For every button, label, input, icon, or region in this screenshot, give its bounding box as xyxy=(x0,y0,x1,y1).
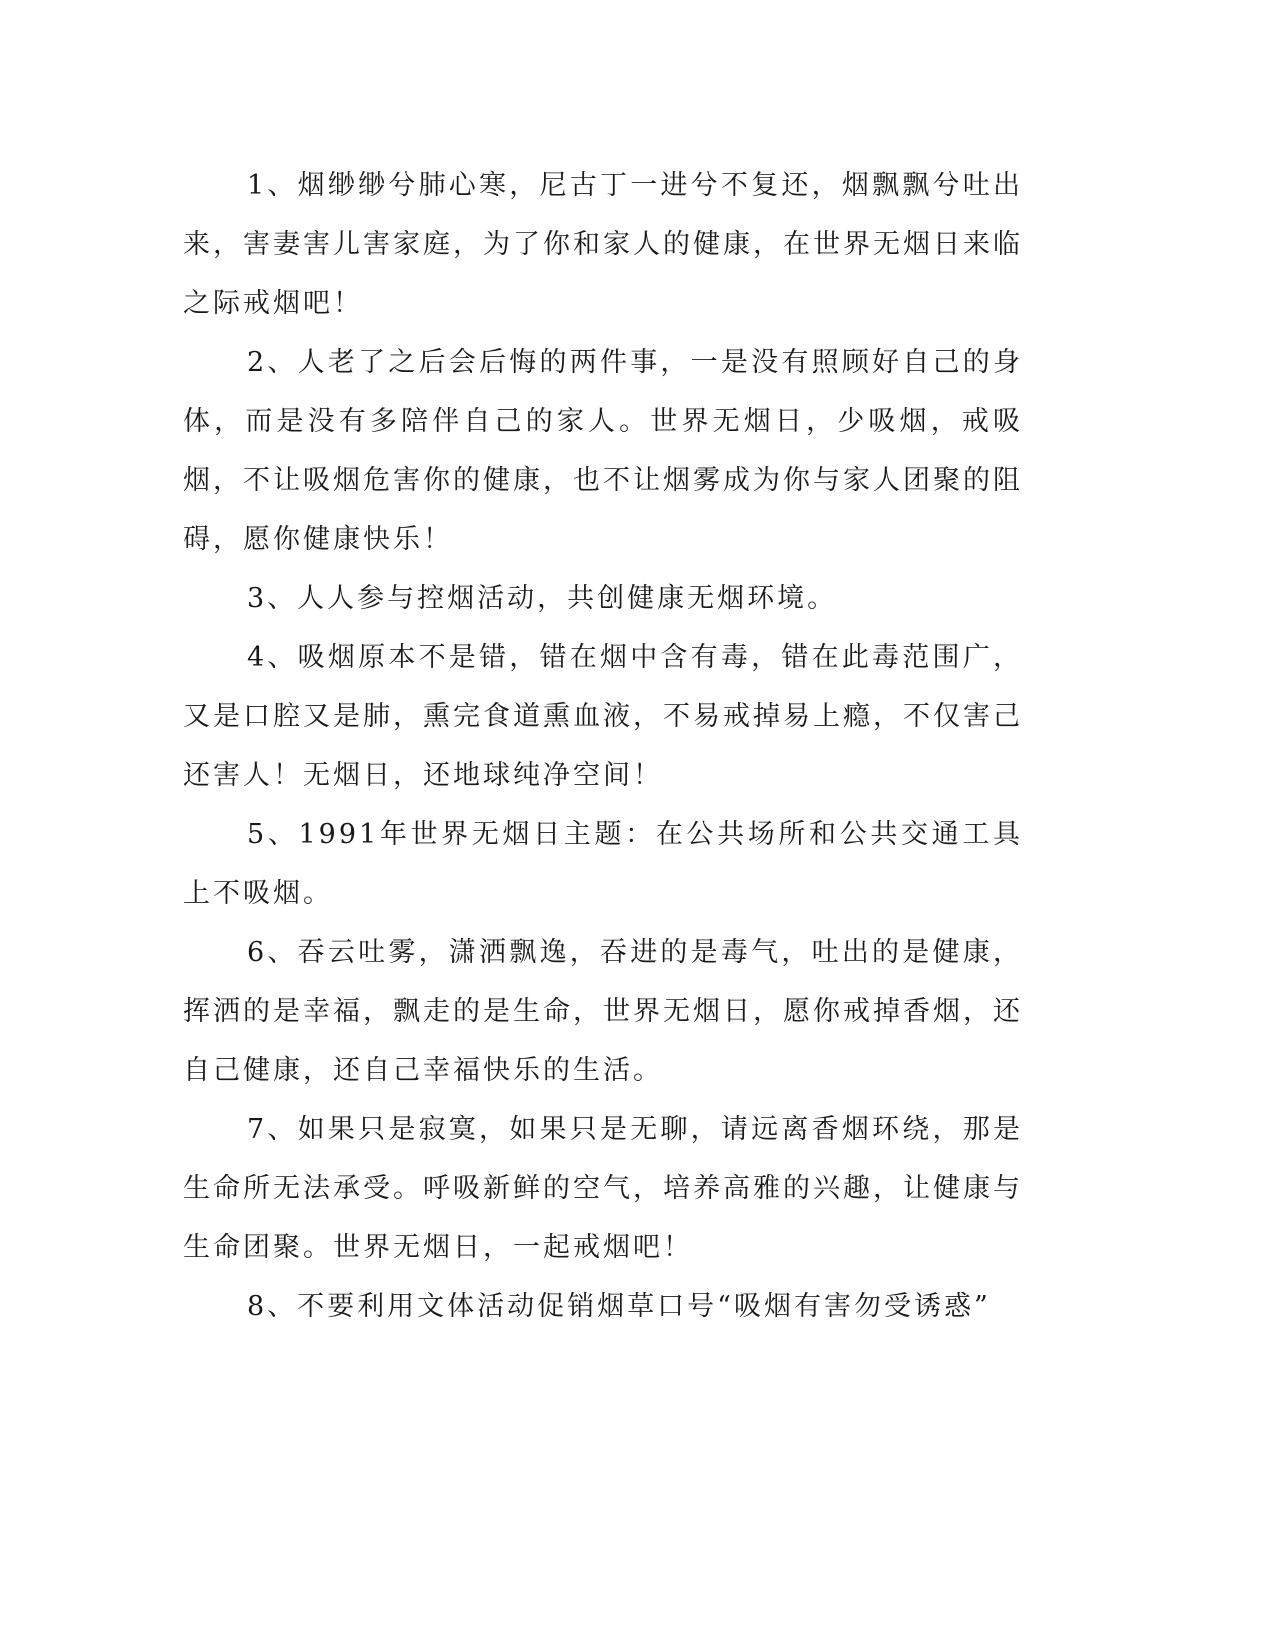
paragraph-1: 1、烟缈缈兮肺心寒，尼古丁一进兮不复还，烟飘飘兮吐出来，害妻害儿害家庭，为了你和家人的健康，在世界无烟日来临之际戒烟吧！ xyxy=(183,170,1023,319)
paragraph-8: 8、不要利用文体活动促销烟草口号“吸烟有害勿受诱惑” xyxy=(247,1291,991,1322)
paragraph-4: 4、吸烟原本不是错，错在烟中含有毒，错在此毒范围广，又是口腔又是肺，熏完食道熏血液，不易戒掉易上瘾，不仅害己还害人！无烟日，还地球纯净空间！ xyxy=(183,642,1023,791)
document-body xyxy=(183,156,1023,1336)
paragraph-3: 3、人人参与控烟活动，共创健康无烟环境。 xyxy=(247,583,838,614)
paragraph-6: 6、吞云吐雾，潇洒飘逸，吞进的是毒气，吐出的是健康，挥洒的是幸福，飘走的是生命，世界无烟日，愿你戒掉香烟，还自己健康，还自己幸福快乐的生活。 xyxy=(183,937,1023,1086)
paragraph-5: 5、1991年世界无烟日主题：在公共场所和公共交通工具上不吸烟。 xyxy=(183,819,1023,909)
paragraph-2: 2、人老了之后会后悔的两件事，一是没有照顾好自己的身体，而是没有多陪伴自己的家人。世界无烟日，少吸烟，戒吸烟，不让吸烟危害你的健康，也不让烟雾成为你与家人团聚的阻碍，愿你健康快乐！ xyxy=(183,347,1023,555)
paragraph-7: 7、如果只是寂寞，如果只是无聊，请远离香烟环绕，那是生命所无法承受。呼吸新鲜的空气，培养高雅的兴趣，让健康与生命团聚。世界无烟日，一起戒烟吧！ xyxy=(183,1114,1023,1263)
